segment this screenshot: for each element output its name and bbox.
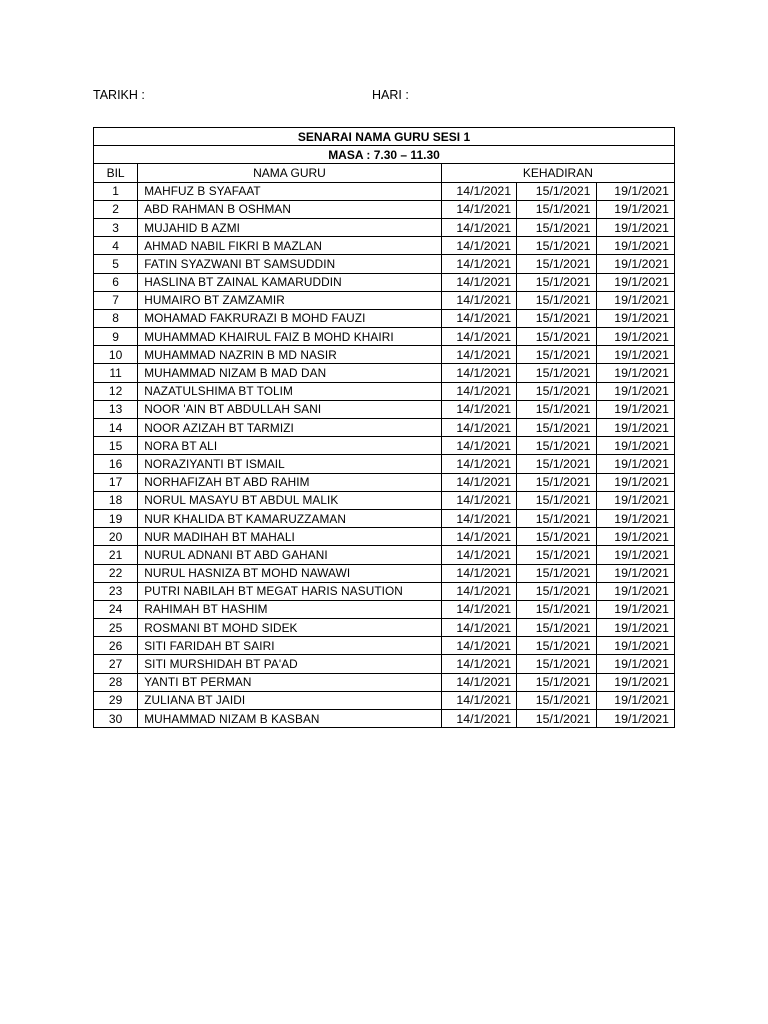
attendance-date-1: 14/1/2021 bbox=[441, 637, 516, 655]
teacher-name: HASLINA BT ZAINAL KAMARUDDIN bbox=[138, 273, 442, 291]
attendance-date-3: 19/1/2021 bbox=[596, 437, 674, 455]
table-row bbox=[94, 455, 675, 473]
row-number: 3 bbox=[94, 218, 138, 236]
attendance-date-1: 14/1/2021 bbox=[441, 509, 516, 527]
attendance-date-2: 15/1/2021 bbox=[517, 491, 596, 509]
teacher-name: MUHAMMAD KHAIRUL FAIZ B MOHD KHAIRI bbox=[138, 328, 442, 346]
attendance-date-2: 15/1/2021 bbox=[517, 546, 596, 564]
attendance-date-1: 14/1/2021 bbox=[441, 455, 516, 473]
teacher-name: FATIN SYAZWANI BT SAMSUDDIN bbox=[138, 255, 442, 273]
table-row bbox=[94, 382, 675, 400]
attendance-date-2: 15/1/2021 bbox=[517, 346, 596, 364]
attendance-date-1: 14/1/2021 bbox=[441, 473, 516, 491]
row-number: 16 bbox=[94, 455, 138, 473]
attendance-date-1: 14/1/2021 bbox=[441, 673, 516, 691]
table-row bbox=[94, 291, 675, 309]
row-number: 25 bbox=[94, 619, 138, 637]
row-number: 8 bbox=[94, 309, 138, 327]
table-row bbox=[94, 364, 675, 382]
table-row bbox=[94, 218, 675, 236]
attendance-date-1: 14/1/2021 bbox=[441, 655, 516, 673]
attendance-date-3: 19/1/2021 bbox=[596, 255, 674, 273]
attendance-date-2: 15/1/2021 bbox=[517, 619, 596, 637]
attendance-date-3: 19/1/2021 bbox=[596, 346, 674, 364]
teacher-name: MUHAMMAD NAZRIN B MD NASIR bbox=[138, 346, 442, 364]
table-row bbox=[94, 619, 675, 637]
table-row bbox=[94, 600, 675, 618]
teacher-name: MUHAMMAD NIZAM B KASBAN bbox=[138, 710, 442, 728]
row-number: 6 bbox=[94, 273, 138, 291]
row-number: 15 bbox=[94, 437, 138, 455]
attendance-date-1: 14/1/2021 bbox=[441, 328, 516, 346]
attendance-date-2: 15/1/2021 bbox=[517, 364, 596, 382]
attendance-date-3: 19/1/2021 bbox=[596, 546, 674, 564]
teacher-name: NAZATULSHIMA BT TOLIM bbox=[138, 382, 442, 400]
attendance-date-3: 19/1/2021 bbox=[596, 400, 674, 418]
attendance-date-3: 19/1/2021 bbox=[596, 655, 674, 673]
attendance-date-2: 15/1/2021 bbox=[517, 673, 596, 691]
attendance-date-2: 15/1/2021 bbox=[517, 655, 596, 673]
row-number: 14 bbox=[94, 419, 138, 437]
attendance-date-3: 19/1/2021 bbox=[596, 364, 674, 382]
column-header-bil: BIL bbox=[94, 164, 138, 182]
attendance-date-2: 15/1/2021 bbox=[517, 182, 596, 200]
attendance-date-2: 15/1/2021 bbox=[517, 400, 596, 418]
row-number: 23 bbox=[94, 582, 138, 600]
row-number: 20 bbox=[94, 528, 138, 546]
table-row bbox=[94, 346, 675, 364]
table-row bbox=[94, 473, 675, 491]
teacher-name: YANTI BT PERMAN bbox=[138, 673, 442, 691]
teacher-name: AHMAD NABIL FIKRI B MAZLAN bbox=[138, 237, 442, 255]
attendance-date-1: 14/1/2021 bbox=[441, 309, 516, 327]
attendance-date-3: 19/1/2021 bbox=[596, 710, 674, 728]
attendance-date-3: 19/1/2021 bbox=[596, 600, 674, 618]
attendance-date-3: 19/1/2021 bbox=[596, 291, 674, 309]
attendance-date-1: 14/1/2021 bbox=[441, 291, 516, 309]
attendance-date-2: 15/1/2021 bbox=[517, 255, 596, 273]
row-number: 7 bbox=[94, 291, 138, 309]
table-row bbox=[94, 673, 675, 691]
teacher-name: NORAZIYANTI BT ISMAIL bbox=[138, 455, 442, 473]
table-row bbox=[94, 528, 675, 546]
table-row bbox=[94, 637, 675, 655]
teacher-name: MOHAMAD FAKRURAZI B MOHD FAUZI bbox=[138, 309, 442, 327]
table-session-time-row bbox=[94, 146, 675, 164]
hari-label: HARI : bbox=[372, 88, 409, 102]
teacher-name: NORA BT ALI bbox=[138, 437, 442, 455]
teacher-name: PUTRI NABILAH BT MEGAT HARIS NASUTION bbox=[138, 582, 442, 600]
attendance-date-1: 14/1/2021 bbox=[441, 182, 516, 200]
attendance-date-3: 19/1/2021 bbox=[596, 509, 674, 527]
attendance-date-2: 15/1/2021 bbox=[517, 382, 596, 400]
row-number: 22 bbox=[94, 564, 138, 582]
table-row bbox=[94, 309, 675, 327]
row-number: 10 bbox=[94, 346, 138, 364]
table-body bbox=[94, 182, 675, 728]
attendance-date-1: 14/1/2021 bbox=[441, 364, 516, 382]
attendance-date-3: 19/1/2021 bbox=[596, 691, 674, 709]
attendance-date-3: 19/1/2021 bbox=[596, 491, 674, 509]
attendance-date-3: 19/1/2021 bbox=[596, 237, 674, 255]
attendance-date-3: 19/1/2021 bbox=[596, 455, 674, 473]
teacher-name: MAHFUZ B SYAFAAT bbox=[138, 182, 442, 200]
attendance-date-1: 14/1/2021 bbox=[441, 437, 516, 455]
teacher-name: NUR KHALIDA BT KAMARUZZAMAN bbox=[138, 509, 442, 527]
attendance-date-2: 15/1/2021 bbox=[517, 473, 596, 491]
attendance-date-1: 14/1/2021 bbox=[441, 200, 516, 218]
attendance-date-2: 15/1/2021 bbox=[517, 582, 596, 600]
teacher-name: NURUL HASNIZA BT MOHD NAWAWI bbox=[138, 564, 442, 582]
attendance-date-2: 15/1/2021 bbox=[517, 291, 596, 309]
teacher-name: NORHAFIZAH BT ABD RAHIM bbox=[138, 473, 442, 491]
attendance-date-1: 14/1/2021 bbox=[441, 419, 516, 437]
attendance-date-1: 14/1/2021 bbox=[441, 218, 516, 236]
attendance-date-1: 14/1/2021 bbox=[441, 255, 516, 273]
teacher-name: MUHAMMAD NIZAM B MAD DAN bbox=[138, 364, 442, 382]
column-header-kehadiran: KEHADIRAN bbox=[441, 164, 674, 182]
attendance-date-1: 14/1/2021 bbox=[441, 273, 516, 291]
teacher-name: SITI MURSHIDAH BT PA'AD bbox=[138, 655, 442, 673]
attendance-date-2: 15/1/2021 bbox=[517, 273, 596, 291]
table-row bbox=[94, 710, 675, 728]
teacher-name: ZULIANA BT JAIDI bbox=[138, 691, 442, 709]
table-row bbox=[94, 691, 675, 709]
row-number: 11 bbox=[94, 364, 138, 382]
table-row bbox=[94, 564, 675, 582]
row-number: 1 bbox=[94, 182, 138, 200]
tarikh-label: TARIKH : bbox=[93, 88, 145, 102]
row-number: 30 bbox=[94, 710, 138, 728]
table-row bbox=[94, 237, 675, 255]
row-number: 5 bbox=[94, 255, 138, 273]
row-number: 27 bbox=[94, 655, 138, 673]
table-title: SENARAI NAMA GURU SESI 1 bbox=[94, 128, 675, 146]
attendance-date-1: 14/1/2021 bbox=[441, 237, 516, 255]
attendance-date-3: 19/1/2021 bbox=[596, 273, 674, 291]
table-row bbox=[94, 255, 675, 273]
attendance-date-2: 15/1/2021 bbox=[517, 328, 596, 346]
teacher-name: NOOR AZIZAH BT TARMIZI bbox=[138, 419, 442, 437]
table-row bbox=[94, 400, 675, 418]
teacher-name: SITI FARIDAH BT SAIRI bbox=[138, 637, 442, 655]
table-row bbox=[94, 200, 675, 218]
row-number: 2 bbox=[94, 200, 138, 218]
attendance-date-2: 15/1/2021 bbox=[517, 237, 596, 255]
attendance-date-1: 14/1/2021 bbox=[441, 564, 516, 582]
attendance-date-2: 15/1/2021 bbox=[517, 600, 596, 618]
teacher-name: NUR MADIHAH BT MAHALI bbox=[138, 528, 442, 546]
table-title-row bbox=[94, 128, 675, 146]
attendance-date-3: 19/1/2021 bbox=[596, 419, 674, 437]
attendance-date-1: 14/1/2021 bbox=[441, 491, 516, 509]
attendance-date-2: 15/1/2021 bbox=[517, 218, 596, 236]
row-number: 13 bbox=[94, 400, 138, 418]
attendance-date-3: 19/1/2021 bbox=[596, 328, 674, 346]
attendance-date-2: 15/1/2021 bbox=[517, 437, 596, 455]
attendance-date-2: 15/1/2021 bbox=[517, 419, 596, 437]
table-row bbox=[94, 419, 675, 437]
row-number: 17 bbox=[94, 473, 138, 491]
attendance-date-1: 14/1/2021 bbox=[441, 382, 516, 400]
attendance-date-1: 14/1/2021 bbox=[441, 546, 516, 564]
attendance-date-2: 15/1/2021 bbox=[517, 691, 596, 709]
attendance-date-2: 15/1/2021 bbox=[517, 637, 596, 655]
attendance-date-2: 15/1/2021 bbox=[517, 528, 596, 546]
row-number: 4 bbox=[94, 237, 138, 255]
row-number: 26 bbox=[94, 637, 138, 655]
attendance-date-1: 14/1/2021 bbox=[441, 346, 516, 364]
row-number: 9 bbox=[94, 328, 138, 346]
attendance-date-3: 19/1/2021 bbox=[596, 564, 674, 582]
table-row bbox=[94, 328, 675, 346]
teacher-name: NOOR 'AIN BT ABDULLAH SANI bbox=[138, 400, 442, 418]
attendance-date-3: 19/1/2021 bbox=[596, 200, 674, 218]
attendance-date-1: 14/1/2021 bbox=[441, 400, 516, 418]
attendance-date-2: 15/1/2021 bbox=[517, 455, 596, 473]
table-row bbox=[94, 182, 675, 200]
teacher-name: ABD RAHMAN B OSHMAN bbox=[138, 200, 442, 218]
attendance-date-3: 19/1/2021 bbox=[596, 309, 674, 327]
teacher-name: MUJAHID B AZMI bbox=[138, 218, 442, 236]
attendance-date-3: 19/1/2021 bbox=[596, 637, 674, 655]
attendance-date-1: 14/1/2021 bbox=[441, 528, 516, 546]
attendance-date-3: 19/1/2021 bbox=[596, 673, 674, 691]
row-number: 19 bbox=[94, 509, 138, 527]
row-number: 28 bbox=[94, 673, 138, 691]
column-header-nama-guru: NAMA GURU bbox=[138, 164, 442, 182]
teacher-name: HUMAIRO BT ZAMZAMIR bbox=[138, 291, 442, 309]
teacher-name: RAHIMAH BT HASHIM bbox=[138, 600, 442, 618]
attendance-date-3: 19/1/2021 bbox=[596, 182, 674, 200]
attendance-date-3: 19/1/2021 bbox=[596, 619, 674, 637]
row-number: 18 bbox=[94, 491, 138, 509]
attendance-date-3: 19/1/2021 bbox=[596, 582, 674, 600]
attendance-date-1: 14/1/2021 bbox=[441, 691, 516, 709]
teacher-name: NURUL ADNANI BT ABD GAHANI bbox=[138, 546, 442, 564]
table-row bbox=[94, 582, 675, 600]
attendance-date-2: 15/1/2021 bbox=[517, 309, 596, 327]
table-row bbox=[94, 437, 675, 455]
row-number: 24 bbox=[94, 600, 138, 618]
attendance-date-2: 15/1/2021 bbox=[517, 509, 596, 527]
teacher-name: ROSMANI BT MOHD SIDEK bbox=[138, 619, 442, 637]
attendance-date-3: 19/1/2021 bbox=[596, 382, 674, 400]
attendance-date-3: 19/1/2021 bbox=[596, 473, 674, 491]
row-number: 21 bbox=[94, 546, 138, 564]
attendance-date-2: 15/1/2021 bbox=[517, 200, 596, 218]
attendance-date-1: 14/1/2021 bbox=[441, 600, 516, 618]
table-row bbox=[94, 273, 675, 291]
table-row bbox=[94, 491, 675, 509]
attendance-date-2: 15/1/2021 bbox=[517, 710, 596, 728]
table-row bbox=[94, 546, 675, 564]
attendance-date-2: 15/1/2021 bbox=[517, 564, 596, 582]
table-row bbox=[94, 655, 675, 673]
attendance-date-3: 19/1/2021 bbox=[596, 528, 674, 546]
table-row bbox=[94, 509, 675, 527]
row-number: 29 bbox=[94, 691, 138, 709]
teacher-attendance-table bbox=[93, 127, 675, 728]
session-time: MASA : 7.30 – 11.30 bbox=[94, 146, 675, 164]
attendance-date-1: 14/1/2021 bbox=[441, 710, 516, 728]
attendance-date-1: 14/1/2021 bbox=[441, 582, 516, 600]
teacher-name: NORUL MASAYU BT ABDUL MALIK bbox=[138, 491, 442, 509]
row-number: 12 bbox=[94, 382, 138, 400]
attendance-date-3: 19/1/2021 bbox=[596, 218, 674, 236]
column-header-row bbox=[94, 164, 675, 182]
attendance-date-1: 14/1/2021 bbox=[441, 619, 516, 637]
